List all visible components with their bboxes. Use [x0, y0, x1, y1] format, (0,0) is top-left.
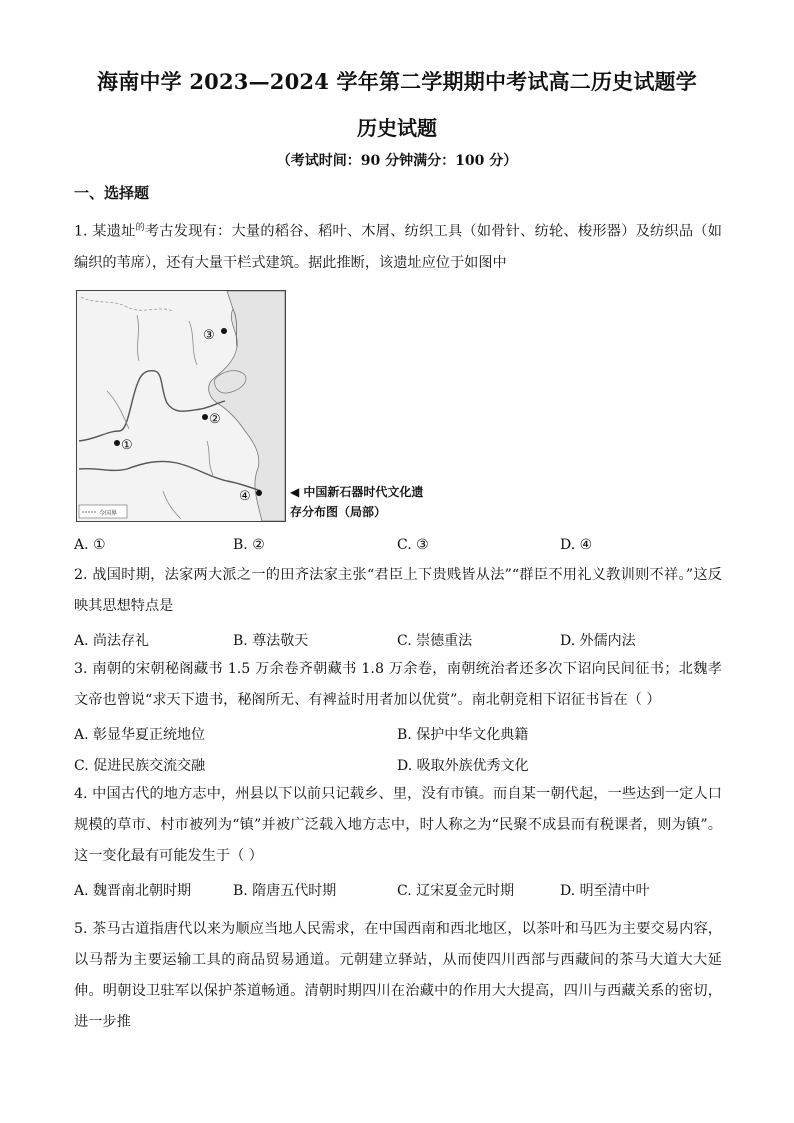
- question-2-stem: 2. 战国时期，法家两大派之一的田齐法家主张“君臣上下贵贱皆从法”“群臣不用礼义教训则不祥。”这反映其思想特点是: [74, 567, 722, 614]
- question-1-option-d[interactable]: D. ④: [560, 537, 593, 553]
- exam-info: （考试时间：90 分钟满分：100 分）: [276, 153, 518, 169]
- question-1-stem-start: 1. 某遗址: [74, 223, 136, 240]
- question-3-option-b[interactable]: B. 保护中华文化典籍: [397, 727, 529, 743]
- map-site-label-1: ①: [121, 438, 133, 453]
- question-2-option-a[interactable]: A. 尚法存礼: [74, 633, 150, 649]
- question-1-stem: [74, 213, 722, 279]
- map-site-label-3: ③: [203, 328, 215, 343]
- question-1-option-a[interactable]: A. ①: [74, 537, 106, 553]
- question-1-option-b[interactable]: B. ②: [233, 537, 265, 553]
- document-subtitle: 历史试题: [357, 116, 437, 140]
- document-title: 海南中学 2023—2024 学年第二学期期中考试高二历史试题学: [97, 69, 697, 94]
- question-3-stem: 3. 南朝的宋朝秘阁藏书 1.5 万余卷齐朝藏书 1.8 万余卷，南朝统治者还多次下诏向民间征书；北魏孝文帝也曾说“求天下遗书，秘阁所无、有裨益时用者加以优赏”。南北朝竞相下诏征书旨在（ ）: [74, 661, 722, 708]
- map-site-label-2: ②: [209, 412, 221, 427]
- map-drawing: [77, 291, 285, 521]
- neolithic-map: [76, 290, 286, 522]
- question-3-option-a[interactable]: A. 彰显华夏正统地位: [74, 727, 206, 743]
- question-3-option-d[interactable]: D. 吸取外族优秀文化: [397, 758, 529, 774]
- question-4-option-c[interactable]: C. 辽宋夏金元时期: [397, 883, 515, 899]
- map-legend-label: 今国界: [99, 510, 118, 517]
- question-5-stem: 5. 茶马古道指唐代以来为顺应当地人民需求，在中国西南和西北地区，以茶叶和马匹为主要交易内容，以马帮为主要运输工具的商品贸易通道。元朝建立驿站，从而使四川西部与西藏间的茶马大道大大延伸。明朝设卫驻军以保护茶道畅通。清朝时期四川在治藏中的作用大大提高，四川与西藏关系的密切，进一步推: [74, 921, 722, 1030]
- question-1-option-c[interactable]: C. ③: [397, 537, 429, 553]
- question-4-option-d[interactable]: D. 明至清中叶: [560, 883, 650, 899]
- map-caption: ◀ 中国新石器时代文化遗存分布图（局部）: [290, 485, 424, 519]
- question-4-option-a[interactable]: A. 魏晋南北朝时期: [74, 883, 192, 899]
- map-site-label-4: ④: [239, 489, 251, 504]
- question-2-option-d[interactable]: D. 外儒内法: [560, 633, 636, 649]
- question-2-option-b[interactable]: B. 尊法敬天: [233, 633, 309, 649]
- question-4-stem: 4. 中国古代的地方志中，州县以下以前只记载乡、里，没有市镇。而自某一朝代起，一些达到一定人口规模的草市、村市被列为“镇”并被广泛载入地方志中，时人称之为“民聚不成县而有税课者，则为镇”。这一变化最有可能发生于（ ）: [74, 786, 722, 864]
- question-1-stem-superscript: 的: [135, 223, 145, 233]
- question-3-option-c[interactable]: C. 促进民族交流交融: [74, 758, 206, 774]
- question-2-option-c[interactable]: C. 崇德重法: [397, 633, 473, 649]
- section-heading: 一、选择题: [74, 184, 150, 202]
- question-4-option-b[interactable]: B. 隋唐五代时期: [233, 883, 337, 899]
- question-1-stem-rest: 考古发现有：大量的稻谷、稻叶、木屑、纺织工具（如骨针、纺轮、梭形器）及纺织品（如编织的苇席），还有大量干栏式建筑。据此推断，该遗址应位于如图中: [74, 223, 722, 271]
